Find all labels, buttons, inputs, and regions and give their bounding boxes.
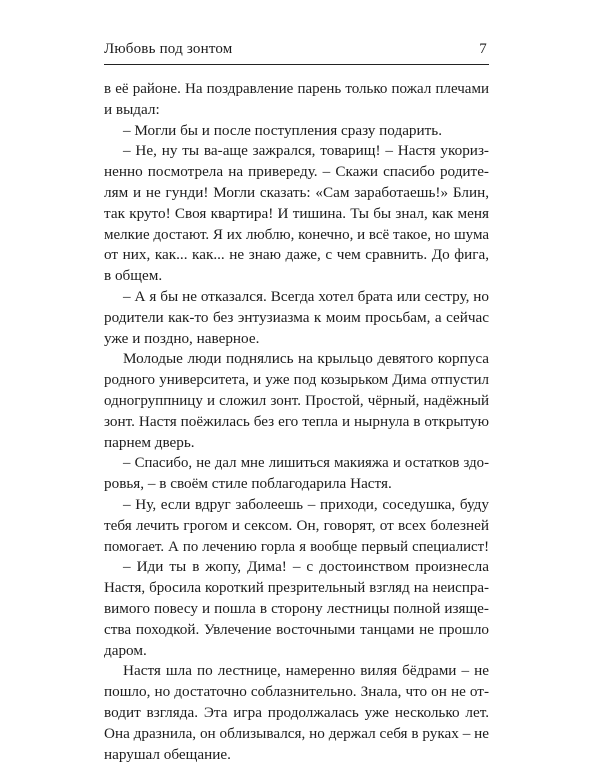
text-line: – Не, ну ты ва-аще зажрался, товарищ! – Настя укориз- <box>104 141 489 162</box>
header-rule <box>104 64 489 65</box>
text-line: тебя лечить грогом и сексом. Он, говорят, от всех болезней <box>104 516 489 537</box>
text-line: зонт. Настя поёжилась без его тепла и нырнула в открытую <box>104 412 489 433</box>
text-line: – Иди ты в жопу, Дима! – с достоинством произнесла <box>104 557 489 578</box>
text-line: ровья, – в своём стиле поблагодарила Настя. <box>104 474 489 495</box>
text-line: лям и не гунди! Могли сказать: «Сам заработаешь!» Блин, <box>104 183 489 204</box>
text-line: уже и поздно, наверное. <box>104 329 489 350</box>
text-line: пошло, но достаточно соблазнительно. Знала, что он не от- <box>104 682 489 703</box>
text-line: Молодые люди поднялись на крыльцо девятого корпуса <box>104 349 489 370</box>
text-line: Она дразнила, он облизывался, но держал себя в руках – не <box>104 724 489 745</box>
text-line: и выдал: <box>104 100 489 121</box>
running-header <box>104 41 489 61</box>
text-line: мелкие достают. Я их люблю, конечно, и всё такое, но шума <box>104 225 489 246</box>
page-number: 7 <box>479 41 487 58</box>
text-line: Настя, бросила короткий презрительный взгляд на неиспра- <box>104 578 489 599</box>
text-line: парнем дверь. <box>104 433 489 454</box>
text-line: вимого повесу и пошла в сторону лестницы полной изяще- <box>104 599 489 620</box>
text-line: в общем. <box>104 266 489 287</box>
text-line: Настя шла по лестнице, намеренно виляя бёдрами – не <box>104 661 489 682</box>
text-line: ненно посмотрела на привереду. – Скажи спасибо родите- <box>104 162 489 183</box>
text-line: водит взгляда. Эта игра продолжалась уже несколько лет. <box>104 703 489 724</box>
text-line: даром. <box>104 641 489 662</box>
text-line: от них, как... как... не знаю даже, с чем сравнить. До фига, <box>104 245 489 266</box>
text-line: так круто! Своя квартира! И тишина. Ты бы знал, как меня <box>104 204 489 225</box>
text-line: – А я бы не отказался. Всегда хотел брата или сестру, но <box>104 287 489 308</box>
text-line: одногруппницу и сложил зонт. Простой, чёрный, надёжный <box>104 391 489 412</box>
text-line: – Ну, если вдруг заболеешь – приходи, соседушка, буду <box>104 495 489 516</box>
text-line: родители как-то без энтузиазма к моим просьбам, а сейчас <box>104 308 489 329</box>
text-line: – Могли бы и после поступления сразу подарить. <box>104 121 489 142</box>
text-line: помогает. А по лечению горла я вообще первый специалист! <box>104 537 489 558</box>
text-line: – Спасибо, не дал мне лишиться макияжа и остатков здо- <box>104 453 489 474</box>
text-line: нарушал обещание. <box>104 745 489 765</box>
body-text <box>104 79 489 765</box>
text-line: ства походкой. Увлечение восточными танцами не прошло <box>104 620 489 641</box>
text-line: в её районе. На поздравление парень только пожал плечами <box>104 79 489 100</box>
text-line: родного университета, и уже под козырьком Дима отпустил <box>104 370 489 391</box>
running-title: Любовь под зонтом <box>104 41 233 58</box>
